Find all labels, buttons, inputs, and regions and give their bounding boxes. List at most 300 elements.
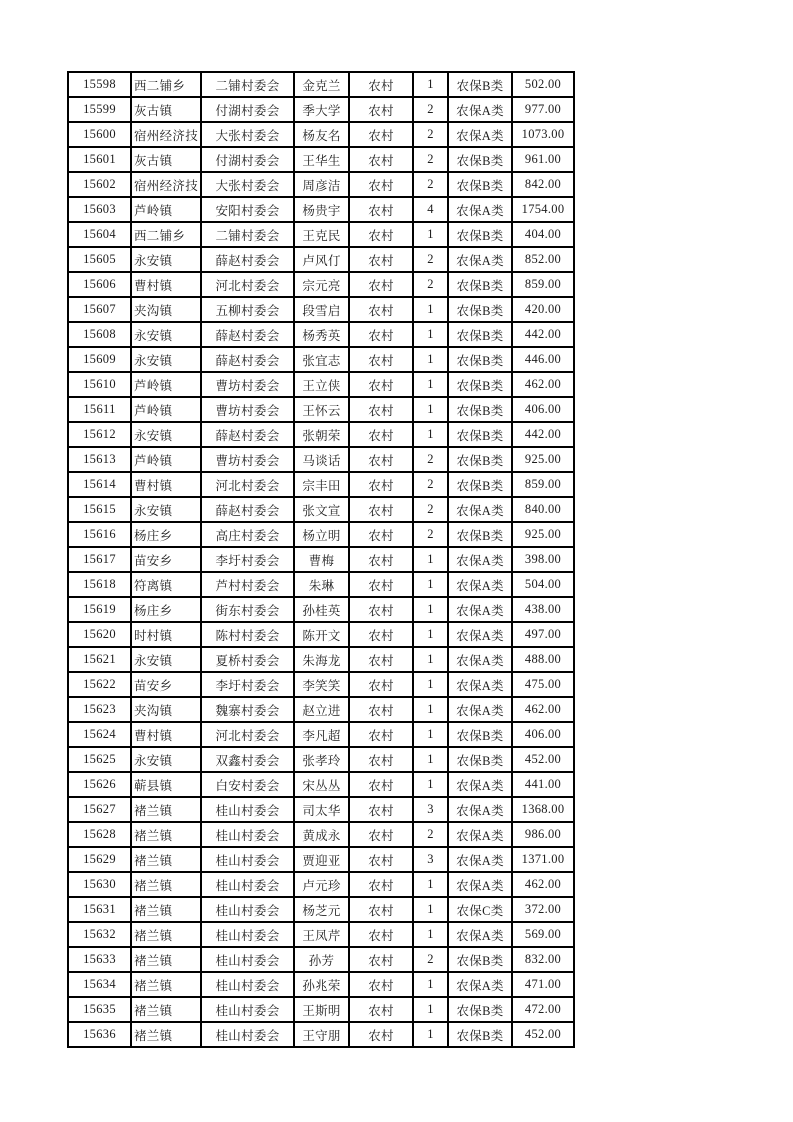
cell-village-committee: 二铺村委会	[201, 72, 294, 97]
table-row	[68, 122, 574, 147]
cell-person-name: 杨秀英	[294, 322, 349, 347]
cell-person-count: 2	[413, 497, 448, 522]
cell-amount: 442.00	[512, 322, 574, 347]
cell-amount: 569.00	[512, 922, 574, 947]
cell-person-name: 季大学	[294, 97, 349, 122]
table-row	[68, 747, 574, 772]
cell-town: 宿州经济技	[131, 122, 201, 147]
cell-town: 蕲县镇	[131, 772, 201, 797]
cell-town: 永安镇	[131, 347, 201, 372]
cell-category: 农村	[349, 947, 413, 972]
cell-person-name: 孙兆荣	[294, 972, 349, 997]
cell-person-count: 2	[413, 822, 448, 847]
cell-row-number: 15608	[68, 322, 131, 347]
table-row	[68, 847, 574, 872]
cell-person-name: 张朝荣	[294, 422, 349, 447]
cell-person-count: 1	[413, 322, 448, 347]
cell-category: 农村	[349, 397, 413, 422]
cell-village-committee: 芦村村委会	[201, 572, 294, 597]
cell-town: 永安镇	[131, 747, 201, 772]
cell-amount: 372.00	[512, 897, 574, 922]
table-row	[68, 72, 574, 97]
cell-person-count: 1	[413, 222, 448, 247]
cell-village-committee: 李圩村委会	[201, 672, 294, 697]
cell-amount: 977.00	[512, 97, 574, 122]
table-row	[68, 322, 574, 347]
cell-person-name: 司太华	[294, 797, 349, 822]
cell-insurance-class: 农保B类	[448, 172, 512, 197]
cell-insurance-class: 农保A类	[448, 622, 512, 647]
cell-row-number: 15635	[68, 997, 131, 1022]
cell-row-number: 15632	[68, 922, 131, 947]
cell-town: 褚兰镇	[131, 847, 201, 872]
cell-person-name: 王斯明	[294, 997, 349, 1022]
cell-insurance-class: 农保A类	[448, 822, 512, 847]
cell-category: 农村	[349, 422, 413, 447]
cell-insurance-class: 农保A类	[448, 97, 512, 122]
cell-category: 农村	[349, 847, 413, 872]
cell-amount: 442.00	[512, 422, 574, 447]
cell-insurance-class: 农保B类	[448, 147, 512, 172]
cell-row-number: 15599	[68, 97, 131, 122]
table-row	[68, 597, 574, 622]
table-row	[68, 97, 574, 122]
cell-category: 农村	[349, 447, 413, 472]
cell-person-name: 段雪启	[294, 297, 349, 322]
cell-amount: 406.00	[512, 722, 574, 747]
cell-amount: 462.00	[512, 872, 574, 897]
cell-person-name: 周彦洁	[294, 172, 349, 197]
table-row	[68, 147, 574, 172]
cell-village-committee: 街东村委会	[201, 597, 294, 622]
cell-town: 永安镇	[131, 422, 201, 447]
cell-row-number: 15623	[68, 697, 131, 722]
cell-town: 曹村镇	[131, 722, 201, 747]
cell-insurance-class: 农保A类	[448, 547, 512, 572]
table-row	[68, 947, 574, 972]
cell-town: 杨庄乡	[131, 522, 201, 547]
cell-village-committee: 薛赵村委会	[201, 422, 294, 447]
cell-row-number: 15631	[68, 897, 131, 922]
cell-person-name: 宗元亮	[294, 272, 349, 297]
cell-category: 农村	[349, 572, 413, 597]
cell-person-count: 1	[413, 647, 448, 672]
table-row	[68, 922, 574, 947]
cell-person-count: 1	[413, 297, 448, 322]
cell-person-count: 1	[413, 597, 448, 622]
cell-village-committee: 五柳村委会	[201, 297, 294, 322]
cell-village-committee: 河北村委会	[201, 722, 294, 747]
cell-person-count: 2	[413, 97, 448, 122]
cell-town: 褚兰镇	[131, 922, 201, 947]
cell-insurance-class: 农保A类	[448, 572, 512, 597]
cell-row-number: 15629	[68, 847, 131, 872]
cell-person-count: 4	[413, 197, 448, 222]
cell-amount: 859.00	[512, 472, 574, 497]
cell-town: 芦岭镇	[131, 447, 201, 472]
table-row	[68, 297, 574, 322]
cell-village-committee: 桂山村委会	[201, 797, 294, 822]
cell-person-name: 王怀云	[294, 397, 349, 422]
cell-row-number: 15621	[68, 647, 131, 672]
cell-amount: 842.00	[512, 172, 574, 197]
cell-amount: 404.00	[512, 222, 574, 247]
cell-category: 农村	[349, 547, 413, 572]
cell-row-number: 15616	[68, 522, 131, 547]
cell-person-count: 1	[413, 697, 448, 722]
cell-amount: 1368.00	[512, 797, 574, 822]
cell-town: 永安镇	[131, 647, 201, 672]
cell-insurance-class: 农保B类	[448, 747, 512, 772]
table-row	[68, 672, 574, 697]
cell-row-number: 15605	[68, 247, 131, 272]
cell-category: 农村	[349, 622, 413, 647]
cell-row-number: 15611	[68, 397, 131, 422]
cell-person-name: 张宜志	[294, 347, 349, 372]
cell-amount: 406.00	[512, 397, 574, 422]
cell-person-count: 1	[413, 972, 448, 997]
cell-village-committee: 桂山村委会	[201, 847, 294, 872]
table-row	[68, 222, 574, 247]
cell-person-count: 2	[413, 472, 448, 497]
table-row	[68, 872, 574, 897]
cell-amount: 398.00	[512, 547, 574, 572]
cell-village-committee: 桂山村委会	[201, 997, 294, 1022]
cell-row-number: 15630	[68, 872, 131, 897]
cell-person-count: 1	[413, 72, 448, 97]
cell-person-count: 2	[413, 447, 448, 472]
table-row	[68, 897, 574, 922]
cell-row-number: 15598	[68, 72, 131, 97]
cell-row-number: 15627	[68, 797, 131, 822]
cell-insurance-class: 农保A类	[448, 597, 512, 622]
cell-amount: 1754.00	[512, 197, 574, 222]
cell-category: 农村	[349, 997, 413, 1022]
cell-amount: 832.00	[512, 947, 574, 972]
table-row	[68, 622, 574, 647]
cell-category: 农村	[349, 472, 413, 497]
table-row	[68, 722, 574, 747]
cell-person-count: 2	[413, 122, 448, 147]
cell-amount: 961.00	[512, 147, 574, 172]
cell-person-count: 1	[413, 422, 448, 447]
table-row	[68, 772, 574, 797]
cell-town: 芦岭镇	[131, 197, 201, 222]
cell-category: 农村	[349, 747, 413, 772]
cell-village-committee: 大张村委会	[201, 122, 294, 147]
cell-person-count: 1	[413, 722, 448, 747]
table-row	[68, 972, 574, 997]
cell-village-committee: 付湖村委会	[201, 147, 294, 172]
cell-town: 褚兰镇	[131, 872, 201, 897]
cell-person-name: 朱琳	[294, 572, 349, 597]
cell-row-number: 15636	[68, 1022, 131, 1047]
cell-town: 夹沟镇	[131, 297, 201, 322]
cell-person-count: 1	[413, 397, 448, 422]
cell-village-committee: 双鑫村委会	[201, 747, 294, 772]
cell-category: 农村	[349, 1022, 413, 1047]
cell-person-name: 孙芳	[294, 947, 349, 972]
cell-person-name: 杨立明	[294, 522, 349, 547]
cell-category: 农村	[349, 872, 413, 897]
cell-town: 时村镇	[131, 622, 201, 647]
cell-person-name: 曹梅	[294, 547, 349, 572]
cell-row-number: 15619	[68, 597, 131, 622]
cell-person-name: 张孝玲	[294, 747, 349, 772]
cell-village-committee: 陈村村委会	[201, 622, 294, 647]
cell-category: 农村	[349, 772, 413, 797]
cell-town: 杨庄乡	[131, 597, 201, 622]
cell-row-number: 15618	[68, 572, 131, 597]
cell-village-committee: 曹坊村委会	[201, 397, 294, 422]
cell-town: 宿州经济技	[131, 172, 201, 197]
cell-person-count: 2	[413, 272, 448, 297]
cell-person-count: 1	[413, 547, 448, 572]
cell-amount: 452.00	[512, 747, 574, 772]
cell-village-committee: 安阳村委会	[201, 197, 294, 222]
cell-village-committee: 曹坊村委会	[201, 372, 294, 397]
cell-amount: 1371.00	[512, 847, 574, 872]
cell-row-number: 15614	[68, 472, 131, 497]
table-row	[68, 697, 574, 722]
cell-category: 农村	[349, 297, 413, 322]
table-row	[68, 422, 574, 447]
table-row	[68, 997, 574, 1022]
cell-category: 农村	[349, 122, 413, 147]
cell-amount: 925.00	[512, 522, 574, 547]
table-row	[68, 197, 574, 222]
cell-row-number: 15634	[68, 972, 131, 997]
cell-person-count: 2	[413, 247, 448, 272]
cell-village-committee: 桂山村委会	[201, 1022, 294, 1047]
cell-row-number: 15606	[68, 272, 131, 297]
cell-category: 农村	[349, 522, 413, 547]
cell-person-name: 黄成永	[294, 822, 349, 847]
cell-category: 农村	[349, 347, 413, 372]
cell-town: 芦岭镇	[131, 397, 201, 422]
cell-person-name: 王立侠	[294, 372, 349, 397]
cell-amount: 859.00	[512, 272, 574, 297]
cell-amount: 438.00	[512, 597, 574, 622]
cell-insurance-class: 农保B类	[448, 372, 512, 397]
records-table	[67, 71, 575, 1048]
cell-insurance-class: 农保A类	[448, 797, 512, 822]
table-row	[68, 347, 574, 372]
cell-town: 西二铺乡	[131, 222, 201, 247]
cell-row-number: 15612	[68, 422, 131, 447]
table-row	[68, 447, 574, 472]
cell-row-number: 15602	[68, 172, 131, 197]
cell-insurance-class: 农保A类	[448, 847, 512, 872]
cell-village-committee: 李圩村委会	[201, 547, 294, 572]
cell-town: 褚兰镇	[131, 897, 201, 922]
cell-person-count: 2	[413, 172, 448, 197]
cell-person-count: 1	[413, 872, 448, 897]
cell-amount: 502.00	[512, 72, 574, 97]
cell-person-name: 李凡超	[294, 722, 349, 747]
cell-town: 符离镇	[131, 572, 201, 597]
cell-insurance-class: 农保B类	[448, 222, 512, 247]
cell-insurance-class: 农保A类	[448, 697, 512, 722]
cell-town: 永安镇	[131, 497, 201, 522]
table-row	[68, 397, 574, 422]
cell-amount: 497.00	[512, 622, 574, 647]
cell-insurance-class: 农保C类	[448, 897, 512, 922]
cell-amount: 472.00	[512, 997, 574, 1022]
cell-village-committee: 桂山村委会	[201, 897, 294, 922]
cell-town: 曹村镇	[131, 272, 201, 297]
cell-person-count: 1	[413, 1022, 448, 1047]
cell-amount: 852.00	[512, 247, 574, 272]
cell-person-name: 杨贵宇	[294, 197, 349, 222]
cell-amount: 475.00	[512, 672, 574, 697]
cell-insurance-class: 农保B类	[448, 72, 512, 97]
cell-amount: 462.00	[512, 697, 574, 722]
cell-person-count: 1	[413, 997, 448, 1022]
cell-village-committee: 桂山村委会	[201, 947, 294, 972]
cell-row-number: 15625	[68, 747, 131, 772]
table-row	[68, 822, 574, 847]
cell-category: 农村	[349, 597, 413, 622]
cell-village-committee: 桂山村委会	[201, 872, 294, 897]
cell-category: 农村	[349, 172, 413, 197]
cell-town: 褚兰镇	[131, 947, 201, 972]
table-row	[68, 547, 574, 572]
cell-person-count: 1	[413, 372, 448, 397]
cell-category: 农村	[349, 372, 413, 397]
cell-person-name: 王克民	[294, 222, 349, 247]
table-row	[68, 272, 574, 297]
cell-insurance-class: 农保A类	[448, 247, 512, 272]
cell-amount: 488.00	[512, 647, 574, 672]
table-row	[68, 1022, 574, 1047]
cell-person-count: 2	[413, 147, 448, 172]
cell-town: 褚兰镇	[131, 997, 201, 1022]
table-row	[68, 522, 574, 547]
cell-person-name: 杨友名	[294, 122, 349, 147]
cell-category: 农村	[349, 647, 413, 672]
cell-town: 褚兰镇	[131, 797, 201, 822]
cell-category: 农村	[349, 497, 413, 522]
cell-category: 农村	[349, 797, 413, 822]
cell-person-name: 宗丰田	[294, 472, 349, 497]
cell-person-name: 马谈话	[294, 447, 349, 472]
cell-row-number: 15622	[68, 672, 131, 697]
cell-person-name: 陈开文	[294, 622, 349, 647]
cell-village-committee: 河北村委会	[201, 272, 294, 297]
cell-town: 苗安乡	[131, 672, 201, 697]
cell-town: 永安镇	[131, 247, 201, 272]
table-row	[68, 572, 574, 597]
cell-amount: 462.00	[512, 372, 574, 397]
cell-person-count: 1	[413, 747, 448, 772]
cell-person-name: 朱海龙	[294, 647, 349, 672]
cell-insurance-class: 农保A类	[448, 497, 512, 522]
cell-row-number: 15615	[68, 497, 131, 522]
cell-category: 农村	[349, 897, 413, 922]
cell-insurance-class: 农保A类	[448, 647, 512, 672]
cell-amount: 452.00	[512, 1022, 574, 1047]
cell-amount: 1073.00	[512, 122, 574, 147]
cell-category: 农村	[349, 697, 413, 722]
cell-row-number: 15603	[68, 197, 131, 222]
cell-row-number: 15601	[68, 147, 131, 172]
table-row	[68, 247, 574, 272]
cell-category: 农村	[349, 722, 413, 747]
cell-amount: 504.00	[512, 572, 574, 597]
cell-insurance-class: 农保B类	[448, 422, 512, 447]
cell-category: 农村	[349, 72, 413, 97]
cell-row-number: 15609	[68, 347, 131, 372]
table-row	[68, 472, 574, 497]
cell-category: 农村	[349, 272, 413, 297]
cell-village-committee: 大张村委会	[201, 172, 294, 197]
cell-row-number: 15626	[68, 772, 131, 797]
cell-town: 灰古镇	[131, 97, 201, 122]
cell-row-number: 15620	[68, 622, 131, 647]
cell-town: 苗安乡	[131, 547, 201, 572]
cell-row-number: 15633	[68, 947, 131, 972]
cell-person-count: 1	[413, 922, 448, 947]
cell-person-name: 杨芝元	[294, 897, 349, 922]
cell-category: 农村	[349, 972, 413, 997]
cell-person-name: 张文宣	[294, 497, 349, 522]
table-row	[68, 172, 574, 197]
cell-town: 灰古镇	[131, 147, 201, 172]
cell-insurance-class: 农保A类	[448, 872, 512, 897]
table-row	[68, 497, 574, 522]
cell-person-name: 贾迎亚	[294, 847, 349, 872]
cell-person-name: 孙桂英	[294, 597, 349, 622]
cell-village-committee: 白安村委会	[201, 772, 294, 797]
cell-person-count: 3	[413, 847, 448, 872]
cell-amount: 986.00	[512, 822, 574, 847]
cell-row-number: 15617	[68, 547, 131, 572]
table-body	[68, 72, 574, 1047]
cell-amount: 441.00	[512, 772, 574, 797]
cell-row-number: 15613	[68, 447, 131, 472]
cell-person-count: 1	[413, 572, 448, 597]
cell-town: 永安镇	[131, 322, 201, 347]
cell-person-name: 王守朋	[294, 1022, 349, 1047]
cell-town: 褚兰镇	[131, 1022, 201, 1047]
cell-person-name: 李笑笑	[294, 672, 349, 697]
cell-insurance-class: 农保B类	[448, 397, 512, 422]
table-row	[68, 797, 574, 822]
cell-village-committee: 桂山村委会	[201, 822, 294, 847]
cell-village-committee: 薛赵村委会	[201, 322, 294, 347]
cell-insurance-class: 农保A类	[448, 672, 512, 697]
cell-village-committee: 桂山村委会	[201, 922, 294, 947]
cell-row-number: 15628	[68, 822, 131, 847]
cell-person-name: 宋丛丛	[294, 772, 349, 797]
cell-town: 西二铺乡	[131, 72, 201, 97]
cell-person-name: 王凤芹	[294, 922, 349, 947]
cell-village-committee: 桂山村委会	[201, 972, 294, 997]
cell-person-name: 卢风仃	[294, 247, 349, 272]
cell-insurance-class: 农保B类	[448, 272, 512, 297]
cell-insurance-class: 农保A类	[448, 772, 512, 797]
cell-insurance-class: 农保B类	[448, 722, 512, 747]
cell-person-name: 卢元珍	[294, 872, 349, 897]
cell-person-count: 1	[413, 672, 448, 697]
cell-person-count: 2	[413, 947, 448, 972]
cell-village-committee: 付湖村委会	[201, 97, 294, 122]
cell-village-committee: 河北村委会	[201, 472, 294, 497]
cell-person-count: 1	[413, 772, 448, 797]
cell-category: 农村	[349, 822, 413, 847]
cell-insurance-class: 农保B类	[448, 997, 512, 1022]
